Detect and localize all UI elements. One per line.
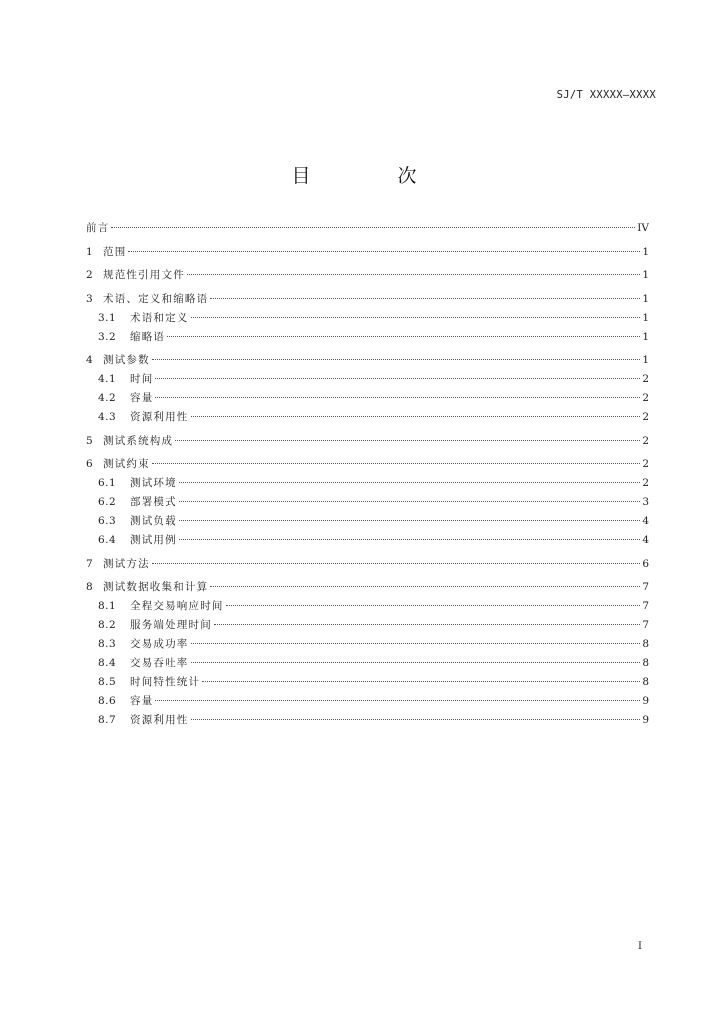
toc-entry-label: 时间特性统计 xyxy=(130,676,201,688)
toc-entry-label: 测试参数 xyxy=(103,354,150,366)
toc-entry-label: 缩略语 xyxy=(130,330,166,343)
toc-entry[interactable] xyxy=(86,309,649,328)
toc-entry-page: 8 xyxy=(642,638,649,650)
dot-leader xyxy=(210,298,640,299)
toc-entry-label: 术语和定义 xyxy=(130,311,189,324)
toc-entry[interactable] xyxy=(86,597,649,616)
toc-entry-number: 3.1 xyxy=(98,311,117,324)
dot-leader xyxy=(191,662,641,663)
toc-entry[interactable] xyxy=(86,351,649,370)
dot-leader xyxy=(214,624,640,625)
toc-entry-label: 交易吞吐率 xyxy=(130,657,189,669)
toc-entry-page: 9 xyxy=(642,695,649,707)
toc-entry-page: 1 xyxy=(642,354,649,366)
toc-entry-page: 2 xyxy=(642,477,649,489)
toc-entry-label: 测试数据收集和计算 xyxy=(103,581,209,593)
toc-entry[interactable] xyxy=(86,711,649,730)
toc-entry-number: 4.2 xyxy=(98,392,117,404)
toc-entry-label: 测试约束 xyxy=(103,458,150,470)
toc-entry-page: 2 xyxy=(642,434,649,447)
toc-entry-page: 1 xyxy=(642,311,649,324)
toc-entry-number: 5 xyxy=(86,434,94,447)
dot-leader xyxy=(152,359,641,360)
dot-leader xyxy=(179,520,641,521)
toc-entry-label: 测试用例 xyxy=(130,534,177,546)
dot-leader xyxy=(179,539,641,540)
toc-entry-number: 6 xyxy=(86,458,94,470)
toc-entry-page: 2 xyxy=(642,411,649,423)
toc-entry-number: 6.2 xyxy=(98,496,117,508)
toc-entry-page: 9 xyxy=(642,714,649,726)
toc-entry[interactable] xyxy=(86,555,649,574)
toc-entry-number: 6.3 xyxy=(98,515,117,527)
toc-entry-page: 8 xyxy=(642,676,649,688)
dot-leader xyxy=(179,482,641,483)
dot-leader xyxy=(152,563,641,564)
toc-entry-label: 测试环境 xyxy=(130,477,177,489)
toc-entry[interactable] xyxy=(86,578,649,597)
dot-leader xyxy=(191,416,641,417)
toc-entry-page: 3 xyxy=(642,496,649,508)
toc-entry[interactable] xyxy=(86,328,649,347)
toc-entry-label: 术语、定义和缩略语 xyxy=(103,292,209,305)
toc-entry-page: 7 xyxy=(642,619,649,631)
dot-leader xyxy=(152,463,641,464)
toc-entry[interactable] xyxy=(86,493,649,512)
toc-entry-page: 2 xyxy=(642,373,649,385)
toc-entry[interactable] xyxy=(86,389,649,408)
toc-entry[interactable] xyxy=(86,408,649,427)
dot-leader xyxy=(210,586,640,587)
toc-entry-page: 1 xyxy=(642,245,649,258)
dot-leader xyxy=(155,378,640,379)
toc-entry-page: 2 xyxy=(642,458,649,470)
standard-code: SJ/T XXXXX—XXXX xyxy=(556,89,656,101)
toc-entry-page: 1 xyxy=(642,330,649,343)
toc-entry-number: 1 xyxy=(86,245,94,258)
toc-entry-number: 8.4 xyxy=(98,657,117,669)
toc-entry[interactable] xyxy=(86,266,649,285)
toc-entry-number: 8.7 xyxy=(98,714,117,726)
dot-leader xyxy=(191,317,641,318)
toc-entry-number: 8.1 xyxy=(98,600,117,612)
dot-leader xyxy=(175,440,640,441)
toc-entry-label: 前言 xyxy=(86,222,110,234)
toc-entry-page: 7 xyxy=(642,600,649,612)
toc-entry-label: 规范性引用文件 xyxy=(103,269,185,281)
table-of-contents xyxy=(86,219,649,730)
toc-entry-number: 8.3 xyxy=(98,638,117,650)
toc-entry-page: IV xyxy=(637,222,649,234)
toc-entry[interactable] xyxy=(86,531,649,550)
toc-entry-number: 4 xyxy=(86,354,94,366)
toc-entry-number: 8.5 xyxy=(98,676,117,688)
toc-entry-label: 交易成功率 xyxy=(130,638,189,650)
toc-entry[interactable] xyxy=(86,654,649,673)
toc-entry-number: 6.4 xyxy=(98,534,117,546)
toc-entry[interactable] xyxy=(86,290,649,309)
toc-entry[interactable] xyxy=(86,474,649,493)
toc-entry-page: 2 xyxy=(642,392,649,404)
toc-entry-number: 8 xyxy=(86,581,94,593)
toc-entry-label: 时间 xyxy=(130,373,154,385)
toc-entry-page: 4 xyxy=(642,515,649,527)
toc-entry[interactable] xyxy=(86,219,649,238)
toc-entry-label: 测试方法 xyxy=(103,557,150,570)
toc-entry-page: 4 xyxy=(642,534,649,546)
toc-entry-label: 资源利用性 xyxy=(130,411,189,423)
dot-leader xyxy=(179,501,641,502)
page-title: 目 次 xyxy=(291,165,451,187)
dot-leader xyxy=(155,397,640,398)
toc-entry-number: 2 xyxy=(86,269,94,281)
toc-entry-label: 部署模式 xyxy=(130,496,177,508)
toc-entry-number: 8.2 xyxy=(98,619,117,631)
toc-entry-number: 3 xyxy=(86,292,94,305)
toc-entry-label: 测试系统构成 xyxy=(103,434,174,447)
toc-entry-label: 服务端处理时间 xyxy=(130,619,212,631)
dot-leader xyxy=(202,681,640,682)
dot-leader xyxy=(155,700,640,701)
toc-entry-number: 3.2 xyxy=(98,330,117,343)
toc-entry-label: 测试负载 xyxy=(130,515,177,527)
toc-entry[interactable] xyxy=(86,673,649,692)
toc-entry[interactable] xyxy=(86,635,649,654)
dot-leader xyxy=(111,227,635,228)
toc-entry[interactable] xyxy=(86,432,649,451)
dot-leader xyxy=(191,719,641,720)
toc-entry-page: 1 xyxy=(642,292,649,305)
toc-entry[interactable] xyxy=(86,512,649,531)
toc-entry-label: 全程交易响应时间 xyxy=(130,600,224,612)
dot-leader xyxy=(187,274,640,275)
toc-entry[interactable] xyxy=(86,243,649,262)
toc-entry-label: 资源利用性 xyxy=(130,714,189,726)
toc-entry[interactable] xyxy=(86,455,649,474)
toc-entry-number: 8.6 xyxy=(98,695,117,707)
toc-entry-page: 8 xyxy=(642,657,649,669)
dot-leader xyxy=(226,605,641,606)
page-number: I xyxy=(638,941,642,952)
toc-entry-page: 1 xyxy=(642,269,649,281)
dot-leader xyxy=(167,336,640,337)
toc-entry-number: 6.1 xyxy=(98,477,117,489)
dot-leader xyxy=(191,643,641,644)
toc-entry-number: 7 xyxy=(86,557,94,570)
toc-entry-label: 容量 xyxy=(130,695,154,707)
toc-entry[interactable] xyxy=(86,370,649,389)
toc-entry-page: 6 xyxy=(642,557,649,570)
toc-entry-number: 4.3 xyxy=(98,411,117,423)
toc-entry[interactable] xyxy=(86,616,649,635)
toc-entry-number: 4.1 xyxy=(98,373,117,385)
toc-entry-label: 容量 xyxy=(130,392,154,404)
dot-leader xyxy=(128,251,640,252)
toc-entry-label: 范围 xyxy=(103,245,127,258)
toc-entry-page: 7 xyxy=(642,581,649,593)
toc-entry[interactable] xyxy=(86,692,649,711)
